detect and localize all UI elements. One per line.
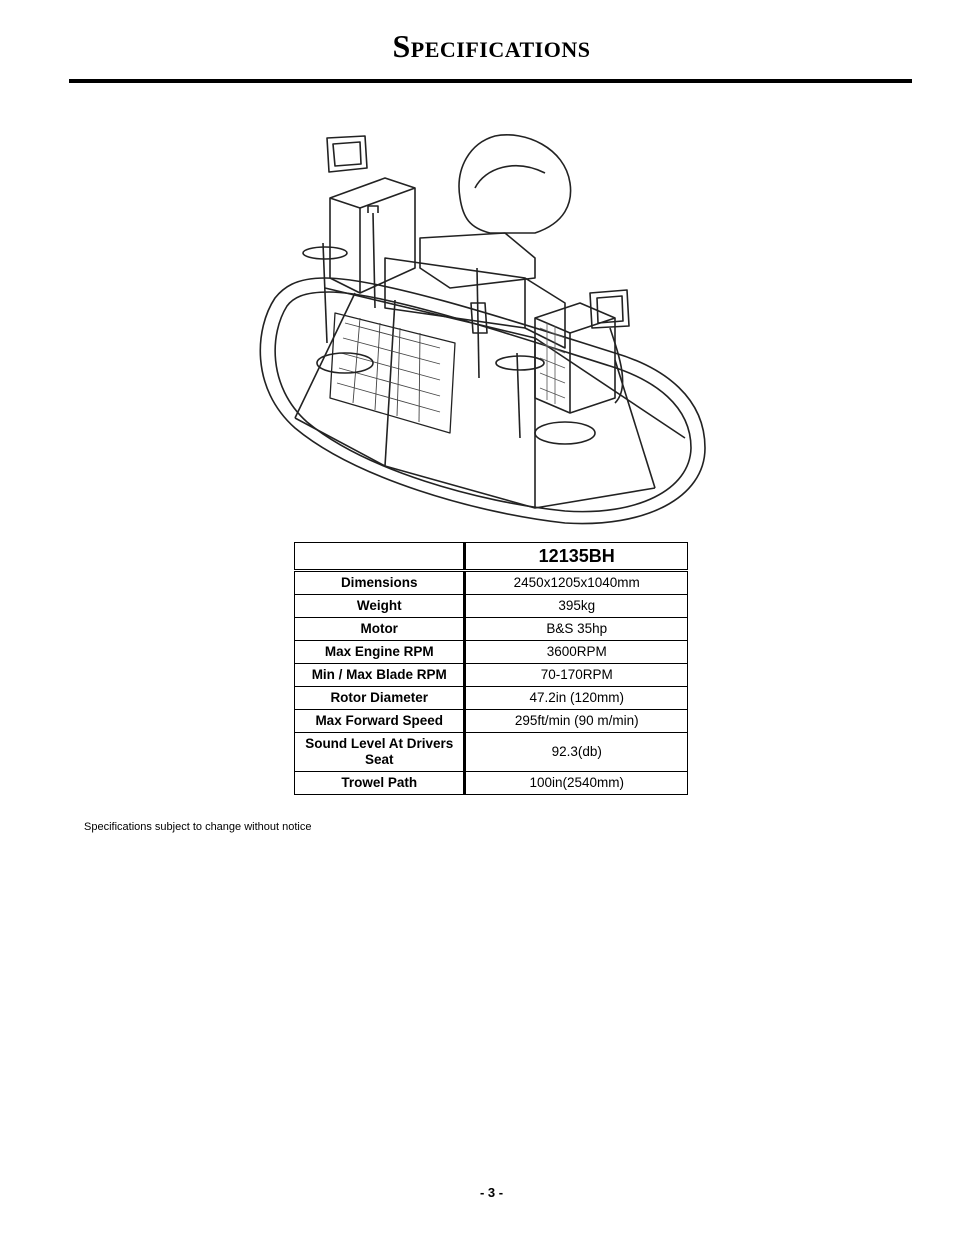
footnote: Specifications subject to change without notice bbox=[84, 821, 312, 833]
page-number: - 3 - bbox=[479, 1185, 504, 1200]
table-row bbox=[295, 710, 688, 733]
spec-label: Max Forward Speed bbox=[295, 710, 465, 733]
spec-value: 92.3(db) bbox=[465, 733, 688, 772]
spec-label: Trowel Path bbox=[295, 772, 465, 795]
spec-value: B&S 35hp bbox=[465, 618, 688, 641]
model-name: 12135BH bbox=[465, 543, 688, 571]
title-rule bbox=[69, 79, 912, 83]
table-header-row bbox=[295, 543, 688, 571]
spec-value: 295ft/min (90 m/min) bbox=[465, 710, 688, 733]
spec-label: Rotor Diameter bbox=[295, 687, 465, 710]
header-label-cell bbox=[295, 543, 465, 571]
table-row bbox=[295, 595, 688, 618]
spec-value: 100in(2540mm) bbox=[465, 772, 688, 795]
power-trowel-illustration-icon bbox=[235, 128, 715, 528]
page-title: Specifications bbox=[392, 28, 591, 64]
spec-label: Min / Max Blade RPM bbox=[295, 664, 465, 687]
spec-label: Max Engine RPM bbox=[295, 641, 465, 664]
table-row bbox=[295, 571, 688, 595]
spec-value: 2450x1205x1040mm bbox=[465, 571, 688, 595]
table-row bbox=[295, 664, 688, 687]
spec-value: 47.2in (120mm) bbox=[465, 687, 688, 710]
spec-value: 395kg bbox=[465, 595, 688, 618]
spec-value: 70-170RPM bbox=[465, 664, 688, 687]
spec-label: Dimensions bbox=[295, 571, 465, 595]
table-row bbox=[295, 733, 688, 772]
table-row bbox=[295, 687, 688, 710]
spec-value: 3600RPM bbox=[465, 641, 688, 664]
table-row bbox=[295, 772, 688, 795]
table-row bbox=[295, 641, 688, 664]
spec-label: Weight bbox=[295, 595, 465, 618]
spec-label: Motor bbox=[295, 618, 465, 641]
specifications-table bbox=[294, 542, 688, 795]
table-row bbox=[295, 618, 688, 641]
spec-label: Sound Level At Drivers Seat bbox=[295, 733, 465, 772]
